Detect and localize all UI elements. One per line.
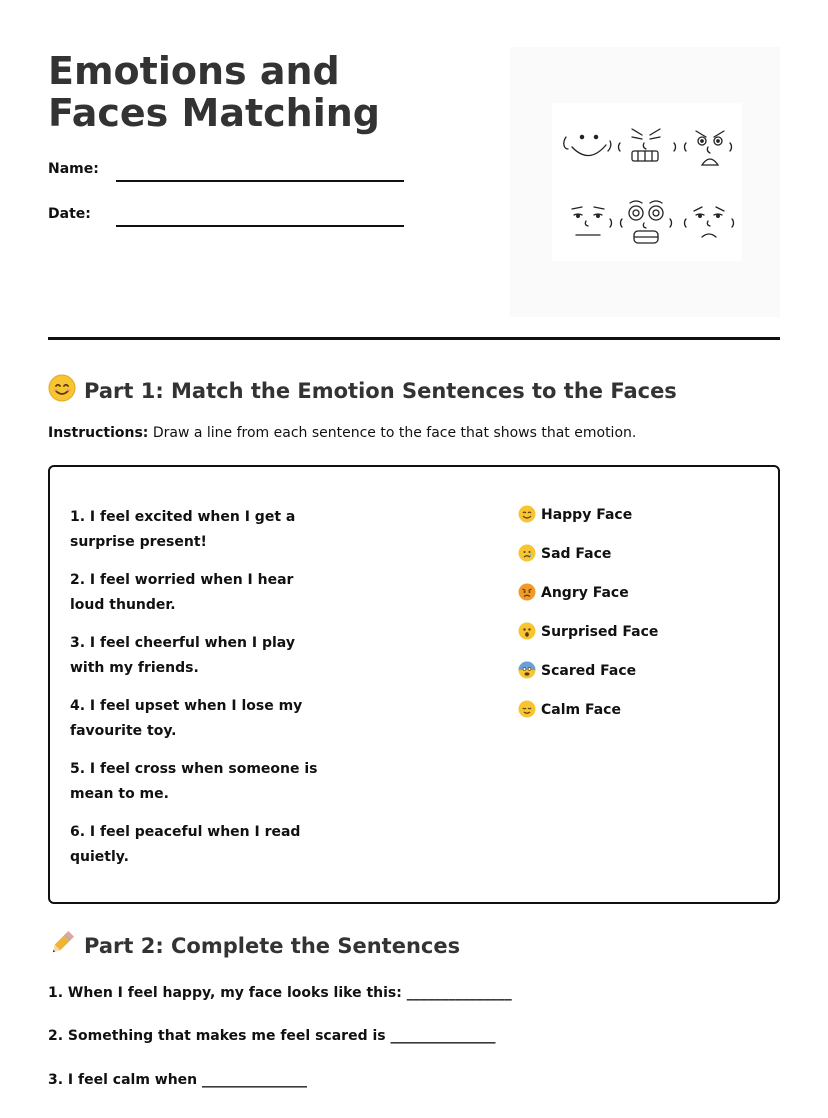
face-option-label: Sad Face	[541, 546, 612, 562]
name-field[interactable]	[116, 180, 404, 182]
angry-face-drawing	[619, 129, 676, 161]
pencil-icon	[48, 929, 76, 962]
complete-sentence-1[interactable]: 1. When I feel happy, my face looks like this: _______________	[48, 985, 512, 1001]
face-option-scared[interactable]	[518, 661, 658, 700]
instructions	[48, 425, 636, 441]
surprised-face-icon	[518, 622, 536, 640]
complete-sentence-3[interactable]: 3. I feel calm when _______________	[48, 1072, 308, 1088]
page-title: Emotions and Faces Matching	[48, 49, 380, 135]
instructions-text: Draw a line from each sentence to the face that shows that emotion.	[148, 425, 637, 441]
face-option-calm[interactable]	[518, 700, 658, 739]
emotion-faces-illustration	[510, 47, 780, 317]
complete-sentence-2[interactable]: 2. Something that makes me feel scared is _______________	[48, 1028, 496, 1044]
header-divider	[48, 337, 780, 340]
face-option-label: Happy Face	[541, 507, 633, 523]
part1-heading	[48, 374, 677, 407]
emotion-sentence-list	[70, 505, 330, 883]
name-label: Name:	[48, 161, 99, 177]
scared-face-icon	[518, 661, 536, 679]
face-option-surprised[interactable]	[518, 622, 658, 661]
face-option-angry[interactable]	[518, 583, 658, 622]
instructions-label: Instructions:	[48, 425, 149, 441]
list-item[interactable]: 6. I feel peaceful when I read quietly.	[70, 824, 301, 865]
scared-face-drawing	[621, 201, 672, 243]
sad-face-icon	[518, 544, 536, 562]
face-option-label: Angry Face	[541, 585, 629, 601]
faces-drawing	[552, 103, 742, 261]
calm-face-icon	[518, 700, 536, 718]
face-option-label: Scared Face	[541, 663, 637, 679]
list-item[interactable]: 3. I feel cheerful when I play with my friends.	[70, 635, 295, 676]
angry-face-icon	[518, 583, 536, 601]
part1-heading-text: Part 1: Match the Emotion Sentences to the Faces	[84, 378, 677, 403]
happy-face-drawing	[564, 135, 611, 155]
face-option-label: Surprised Face	[541, 624, 659, 640]
date-field[interactable]	[116, 225, 404, 227]
list-item[interactable]: 1. I feel excited when I get a surprise present!	[70, 509, 296, 550]
list-item[interactable]: 4. I feel upset when I lose my favourite toy.	[70, 698, 303, 739]
list-item[interactable]: 5. I feel cross when someone is mean to me.	[70, 761, 318, 802]
angry-face-drawing-2	[685, 131, 732, 165]
part2-heading	[48, 929, 460, 962]
part2-heading-text: Part 2: Complete the Sentences	[84, 933, 461, 958]
face-option-list	[518, 505, 658, 739]
face-option-sad[interactable]	[518, 544, 658, 583]
sad-face-drawing	[685, 207, 734, 237]
happy-face-icon	[518, 505, 536, 523]
face-option-happy[interactable]	[518, 505, 658, 544]
worried-face-drawing	[572, 207, 612, 235]
date-label: Date:	[48, 206, 91, 222]
smiling-face-icon	[48, 374, 76, 407]
face-option-label: Calm Face	[541, 702, 621, 718]
list-item[interactable]: 2. I feel worried when I hear loud thunder.	[70, 572, 294, 613]
matching-box	[48, 465, 780, 904]
